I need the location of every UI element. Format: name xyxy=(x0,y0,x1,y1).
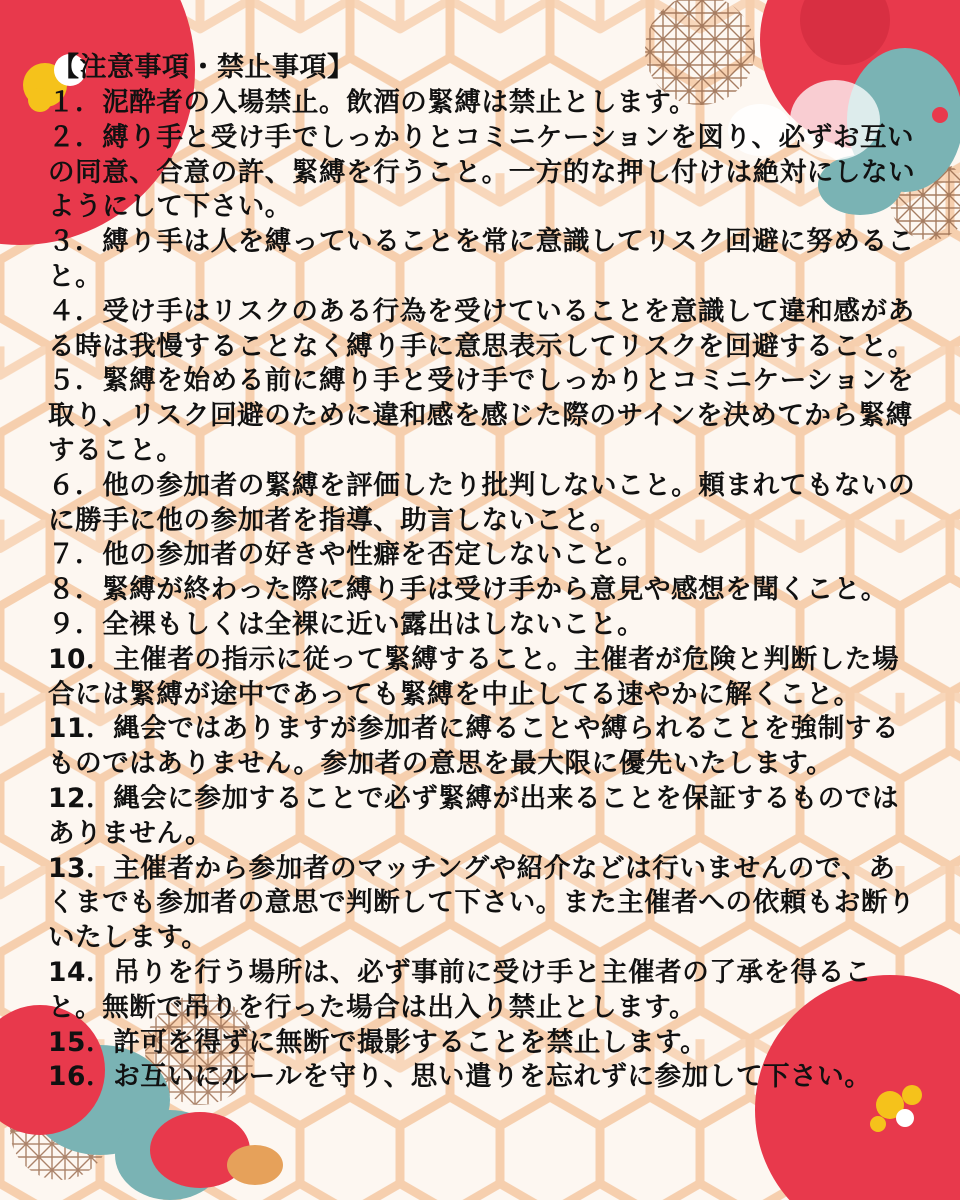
rule-item: 15．許可を得ずに無断で撮影することを禁止します。 xyxy=(48,1026,708,1058)
rule-item: ９．全裸もしくは全裸に近い露出はしないこと。 xyxy=(48,608,645,640)
rule-item: 10．主催者の指示に従って緊縛すること。主催者が危険と判断した場合には緊縛が途中であっても緊縛を中止してる速やかに解くこと。 xyxy=(48,643,900,710)
page-title: 【注意事項・禁止事項】 xyxy=(52,52,355,83)
rule-item: 14．吊りを行う場所は、必ず事前に受け手と主催者の了承を得ること。無断で吊りを行った場合は出入り禁止とします。 xyxy=(48,956,872,1023)
rule-item: ５．緊縛を始める前に縛り手と受け手でしっかりとコミニケーションを取り、リスク回避のために違和感を感じた際のサインを決めてから緊縛すること。 xyxy=(48,365,915,466)
rule-item: ７．他の参加者の好きや性癖を否定しないこと。 xyxy=(48,539,645,571)
notice-list xyxy=(48,50,918,1095)
rule-item: ６．他の参加者の緊縛を評価したり批判しないこと。頼まれてもないのに勝手に他の参加者を指導、助言しないこと。 xyxy=(48,469,916,536)
rule-item: ４．受け手はリスクのある行為を受けていることを意識して違和感がある時は我慢することなく縛り手に意思表示してリスクを回避すること。 xyxy=(48,295,915,362)
rule-item: 12．縄会に参加することで必ず緊縛が出来ることを保証するものではありません。 xyxy=(48,782,900,849)
rule-item: ２．縛り手と受け手でしっかりとコミニケーションを図り、必ずお互いの同意、合意の許、緊縛を行うこと。一方的な押し付けは絶対にしないようにして下さい。 xyxy=(48,121,916,223)
rule-item: 13．主催者から参加者のマッチングや紹介などは行いませんので、あくまでも参加者の意思で判断して下さい。また主催者への依頼もお断りいたします。 xyxy=(48,852,916,954)
rule-item: １．泥酔者の入場禁止。飲酒の緊縛は禁止とします。 xyxy=(48,87,697,118)
rule-item: 16．お互いにルールを守り、思い遣りを忘れずに参加して下さい。 xyxy=(48,1061,872,1093)
rule-item: ８．緊縛が終わった際に縛り手は受け手から意見や感想を聞くこと。 xyxy=(48,574,888,606)
rule-item: ３．縛り手は人を縛っていることを常に意識してリスク回避に努めること。 xyxy=(48,226,915,292)
rule-item: 11．縄会ではありますが参加者に縛ることや縛られることを強制するものではありません。参加者の意思を最大限に優先いたします。 xyxy=(48,713,900,780)
